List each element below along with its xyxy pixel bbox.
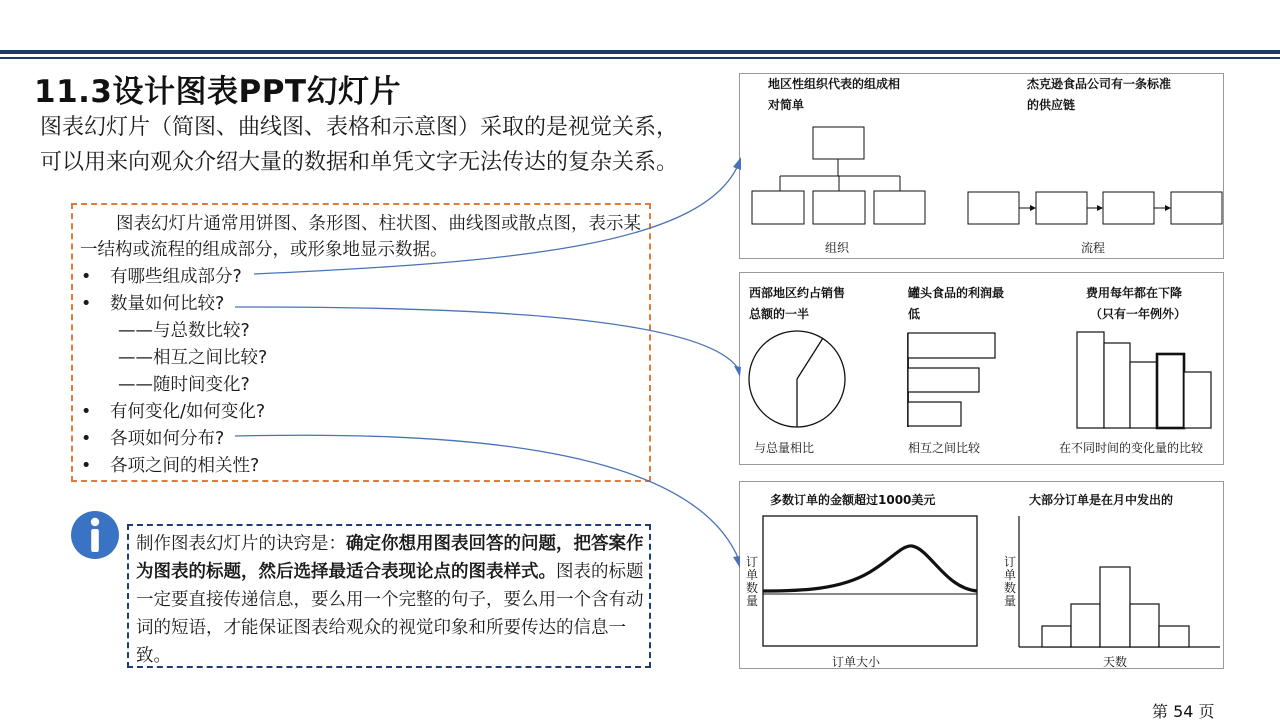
org-title-line2: 对简单 [768,98,805,112]
org-title-line1: 地区性组织代表的组成相 [768,77,901,91]
curve-y-label: 订单数量 [746,555,759,608]
sub-item-mutual: ——相互之间比较? [118,348,268,368]
hbar-2 [908,368,979,392]
hbar-1 [908,333,995,358]
hist-title: 大部分订单是在月中发出的 [1029,493,1174,507]
flow-box-4 [1171,192,1222,224]
bullet-quantity-compare: 数量如何比较? [110,294,225,314]
hbar-3 [908,402,961,426]
bullet-marker: • [81,402,92,422]
column-4 [1157,354,1184,428]
col-caption: 在不同时间的变化量的比较 [1059,441,1204,455]
connector-components [254,163,739,274]
pie-title-line1: 西部地区约占销售 [749,286,846,300]
curve-chart [763,516,977,646]
intro-line-1: 图表幻灯片（简图、曲线图、表格和示意图）采取的是视觉关系， [40,115,679,140]
col-title-line2: （只有一年例外） [1090,307,1187,321]
connector-arrowheads [733,157,741,568]
hist-y-label: 订单数量 [1004,555,1017,608]
connector-distribution [235,435,739,560]
intro-line-2: 可以用来向观众介绍大量的数据和单凭文字无法传达的复杂关系。 [40,150,679,175]
connector-compare [235,307,739,370]
flow-title-line1: 杰克逊食品公司有一条标准 [1027,77,1172,91]
org-top-box [813,127,864,159]
bar-title-line1: 罐头食品的利润最 [908,286,1005,300]
bar-caption: 相互之间比较 [908,441,981,455]
column-5 [1184,372,1211,428]
horizontal-bar-chart [908,333,995,427]
sub-item-vs-total: ——与总数比较? [118,321,250,341]
bullet-components: 有哪些组成部分? [110,267,242,287]
column-chart [1077,332,1211,428]
flow-box-2 [1036,192,1087,224]
bullet-correlation: 各项之间的相关性? [110,456,260,476]
org-chart-diagram [752,127,925,224]
histogram-chart [1019,516,1220,647]
org-child-box-1 [752,191,804,224]
flow-box-3 [1103,192,1154,224]
page-number: 第 54 页 [1152,702,1215,721]
tip-bold: 确定你想用图表回答的问题，把答案作为图表的标题，然后选择最适合表现论点的图表样式。 [136,534,644,582]
curve-x-label: 订单大小 [832,655,881,669]
org-child-box-2 [813,191,865,224]
slide-title: 11.3设计图表PPT幻灯片 [34,74,402,110]
col-title-line1: 费用每年都在下降 [1086,286,1183,300]
column-2 [1104,343,1130,428]
column-1 [1077,332,1104,428]
org-caption: 组织 [825,241,850,255]
bullet-distribution: 各项如何分布? [110,429,225,449]
sub-item-over-time: ——随时间变化? [118,375,250,395]
bullet-marker: • [81,429,92,449]
pie-chart [749,331,845,427]
flow-caption: 流程 [1081,241,1106,255]
flow-chart-diagram [968,192,1222,224]
flow-title-line2: 的供应链 [1027,98,1076,112]
bullet-marker: • [81,456,92,476]
flow-box-1 [968,192,1019,224]
bullet-marker: • [81,294,92,314]
org-child-box-3 [874,191,925,224]
pie-title-line2: 总额的一半 [749,307,810,321]
bullet-marker: • [81,267,92,287]
curve-title: 多数订单的金额超过1000美元 [770,493,936,507]
bar-title-line2: 低 [908,307,921,321]
bullet-change: 有何变化/如何变化? [110,402,266,422]
connector-lines [235,163,739,560]
column-3 [1130,362,1157,428]
pie-caption: 与总量相比 [754,441,815,455]
tip-lead: 制作图表幻灯片的诀窍是： [136,534,346,554]
hist-x-label: 天数 [1103,655,1128,669]
tip-rest: 图表的标题一定要直接传递信息，要么用一个完整的句子，要么用一个含有动词的短语，才能保证图表给观众的视觉印象和所要传达的信息一致。 [136,562,644,666]
chart-types-paragraph: 图表幻灯片通常用饼图、条形图、柱状图、曲线图或散点图，表示某一结构或流程的组成部分，或形象地显示数据。 [80,214,641,260]
